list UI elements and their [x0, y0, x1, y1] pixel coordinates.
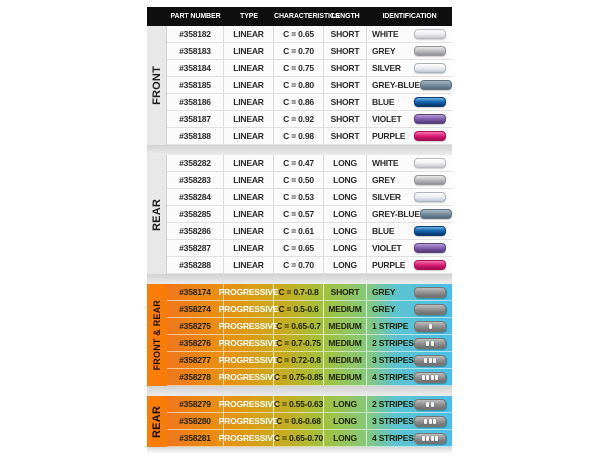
spring-capsule-icon	[414, 338, 446, 349]
identification-label: GREY	[372, 175, 396, 185]
column-header: TYPE	[240, 13, 258, 20]
section-gap	[147, 386, 452, 396]
spring-capsule-icon	[414, 416, 446, 427]
identification-label: GREY	[372, 46, 396, 56]
spring-capsule-icon	[414, 192, 446, 202]
spring-capsule-icon	[414, 355, 446, 366]
spring-type: LINEAR	[224, 60, 274, 76]
section-label-text: REAR	[151, 405, 163, 438]
characteristics-value: C = 0.72-0.8	[274, 352, 324, 368]
part-number: #358281	[167, 430, 224, 446]
spring-capsule-icon	[414, 243, 446, 253]
identification-cell	[367, 318, 452, 334]
length-value: SHORT	[324, 60, 367, 76]
identification-label: 2 STRIPES	[372, 338, 414, 348]
capsule-stripe	[424, 358, 427, 363]
spring-spec-table	[147, 7, 452, 454]
spring-capsule-icon	[414, 304, 446, 315]
identification-cell	[367, 155, 452, 171]
spring-capsule-icon	[414, 158, 446, 168]
length-value: SHORT	[324, 77, 367, 93]
characteristics-value: C = 0.61	[274, 223, 324, 239]
table-row	[167, 77, 452, 94]
capsule-stripe	[433, 419, 436, 424]
length-value: SHORT	[324, 26, 367, 42]
identification-cell	[367, 335, 452, 351]
length-value: SHORT	[324, 284, 367, 300]
characteristics-value: C = 0.65-0.70	[274, 430, 324, 446]
spring-capsule-icon	[414, 175, 446, 185]
spring-type: LINEAR	[224, 206, 274, 222]
characteristics-value: C = 0.70	[274, 257, 324, 273]
identification-cell	[367, 257, 452, 273]
characteristics-value: C = 0.6-0.68	[274, 413, 324, 429]
spring-capsule-icon	[414, 63, 446, 73]
characteristics-value: C = 0.70	[274, 43, 324, 59]
part-number: #358274	[167, 301, 224, 317]
section-rear	[147, 155, 452, 274]
section-gap	[147, 274, 452, 284]
length-value: LONG	[324, 257, 367, 273]
column-header: LENGTH	[331, 13, 360, 20]
spring-capsule-icon	[414, 29, 446, 39]
part-number: #358182	[167, 26, 224, 42]
identification-label: GREY-BLUE	[372, 209, 420, 219]
capsule-stripe	[424, 419, 427, 424]
length-value: MEDIUM	[324, 369, 367, 385]
identification-cell	[367, 352, 452, 368]
length-value: LONG	[324, 430, 367, 446]
spring-capsule-icon	[414, 114, 446, 124]
part-number: #358275	[167, 318, 224, 334]
capsule-stripe	[431, 341, 434, 346]
length-value: SHORT	[324, 128, 367, 144]
identification-label: 2 STRIPES	[372, 399, 414, 409]
characteristics-value: C = 0.53	[274, 189, 324, 205]
spring-capsule-icon	[420, 80, 452, 90]
identification-cell	[367, 430, 452, 446]
spring-type: PROGRESSIVE	[224, 335, 274, 351]
section-front-rear	[147, 284, 452, 386]
identification-label: 3 STRIPES	[372, 416, 414, 426]
capsule-stripe	[433, 358, 436, 363]
spring-type: PROGRESSIVE	[224, 318, 274, 334]
part-number: #358174	[167, 284, 224, 300]
part-number: #358282	[167, 155, 224, 171]
section-side-label	[147, 26, 167, 145]
capsule-stripe	[422, 436, 425, 441]
column-header: CHARACTERISTICS	[274, 13, 340, 20]
identification-label: 4 STRIPES	[372, 433, 414, 443]
identification-label: 3 STRIPES	[372, 355, 414, 365]
table-row	[167, 43, 452, 60]
section-side-label	[147, 396, 167, 447]
length-value: LONG	[324, 396, 367, 412]
length-value: SHORT	[324, 43, 367, 59]
table-row	[167, 430, 452, 447]
spring-type: LINEAR	[224, 189, 274, 205]
table-row	[167, 352, 452, 369]
characteristics-value: C = 0.75	[274, 60, 324, 76]
capsule-stripe	[426, 436, 429, 441]
length-value: SHORT	[324, 111, 367, 127]
identification-cell	[367, 240, 452, 256]
table-row	[167, 189, 452, 206]
capsule-stripe	[426, 402, 429, 407]
table-row	[167, 223, 452, 240]
table-row	[167, 318, 452, 335]
identification-cell	[367, 413, 452, 429]
characteristics-value: C = 0.55-0.63	[274, 396, 324, 412]
identification-cell	[367, 301, 452, 317]
section-label-text: REAR	[150, 198, 163, 231]
spring-type: PROGRESSIVE	[224, 430, 274, 446]
spring-capsule-icon	[414, 399, 446, 410]
identification-label: SILVER	[372, 192, 401, 202]
part-number: #358185	[167, 77, 224, 93]
spring-capsule-icon	[414, 433, 446, 444]
spring-type: LINEAR	[224, 257, 274, 273]
spring-capsule-icon	[414, 372, 446, 383]
identification-label: GREY-BLUE	[372, 80, 420, 90]
length-value: LONG	[324, 172, 367, 188]
section-rear-progressive	[147, 396, 452, 447]
identification-label: VIOLET	[372, 243, 402, 253]
identification-label: BLUE	[372, 226, 395, 236]
identification-label: VIOLET	[372, 114, 402, 124]
spring-type: LINEAR	[224, 77, 274, 93]
capsule-stripe	[426, 375, 429, 380]
identification-cell	[367, 26, 452, 42]
section-label-text: FRONT & REAR	[152, 299, 162, 371]
table-row	[167, 335, 452, 352]
table-row	[167, 284, 452, 301]
table-row	[167, 301, 452, 318]
spring-type: PROGRESSIVE	[224, 284, 274, 300]
identification-cell	[367, 369, 452, 385]
part-number: #358186	[167, 94, 224, 110]
capsule-stripe	[422, 375, 425, 380]
table-row	[167, 257, 452, 274]
table-row	[167, 60, 452, 77]
spring-type: LINEAR	[224, 26, 274, 42]
column-header: PART NUMBER	[170, 13, 221, 20]
part-number: #358278	[167, 369, 224, 385]
part-number: #358188	[167, 128, 224, 144]
capsule-stripe	[431, 375, 434, 380]
part-number: #358283	[167, 172, 224, 188]
table-row	[167, 206, 452, 223]
characteristics-value: C = 0.92	[274, 111, 324, 127]
capsule-stripe	[435, 375, 438, 380]
spring-type: LINEAR	[224, 111, 274, 127]
characteristics-value: C = 0.7-0.75	[274, 335, 324, 351]
spring-type: LINEAR	[224, 240, 274, 256]
spring-type: LINEAR	[224, 223, 274, 239]
spring-type: PROGRESSIVE	[224, 301, 274, 317]
identification-cell	[367, 206, 452, 222]
length-value: LONG	[324, 155, 367, 171]
length-value: LONG	[324, 240, 367, 256]
identification-label: 1 STRIPE	[372, 321, 409, 331]
length-value: LONG	[324, 189, 367, 205]
characteristics-value: C = 0.50	[274, 172, 324, 188]
capsule-stripe	[435, 436, 438, 441]
part-number: #358287	[167, 240, 224, 256]
table-row	[167, 155, 452, 172]
characteristics-value: C = 0.57	[274, 206, 324, 222]
length-value: MEDIUM	[324, 352, 367, 368]
identification-cell	[367, 128, 452, 144]
spring-type: LINEAR	[224, 172, 274, 188]
table-row	[167, 172, 452, 189]
table-row	[167, 369, 452, 386]
identification-label: WHITE	[372, 29, 399, 39]
capsule-stripe	[431, 402, 434, 407]
spring-capsule-icon	[414, 287, 446, 298]
spring-type: PROGRESSIVE	[224, 369, 274, 385]
length-value: MEDIUM	[324, 301, 367, 317]
length-value: MEDIUM	[324, 335, 367, 351]
spring-type: PROGRESSIVE	[224, 352, 274, 368]
part-number: #358276	[167, 335, 224, 351]
spring-type: LINEAR	[224, 128, 274, 144]
capsule-stripe	[429, 358, 432, 363]
characteristics-value: C = 0.65-0.7	[274, 318, 324, 334]
part-number: #358285	[167, 206, 224, 222]
table-sections	[147, 26, 452, 447]
section-side-label	[147, 284, 167, 386]
spring-capsule-icon	[414, 46, 446, 56]
spring-type: LINEAR	[224, 43, 274, 59]
identification-cell	[367, 111, 452, 127]
table-row	[167, 94, 452, 111]
part-number: #358280	[167, 413, 224, 429]
characteristics-value: C = 0.98	[274, 128, 324, 144]
spring-capsule-icon	[414, 131, 446, 141]
identification-label: SILVER	[372, 63, 401, 73]
part-number: #358284	[167, 189, 224, 205]
capsule-stripe	[426, 341, 429, 346]
identification-cell	[367, 94, 452, 110]
table-row	[167, 26, 452, 43]
part-number: #358279	[167, 396, 224, 412]
spring-type: PROGRESSIVE	[224, 413, 274, 429]
section-gap	[147, 145, 452, 155]
table-row	[167, 128, 452, 145]
characteristics-value: C = 0.65	[274, 26, 324, 42]
characteristics-value: C = 0.65	[274, 240, 324, 256]
table-header	[147, 7, 452, 26]
capsule-stripe	[431, 436, 434, 441]
identification-cell	[367, 284, 452, 300]
identification-label: 4 STRIPES	[372, 372, 414, 382]
length-value: MEDIUM	[324, 318, 367, 334]
part-number: #358288	[167, 257, 224, 273]
capsule-stripe	[429, 419, 432, 424]
table-row	[167, 111, 452, 128]
capsule-stripe	[429, 324, 432, 329]
characteristics-value: C = 0.7-0.8	[274, 284, 324, 300]
length-value: LONG	[324, 223, 367, 239]
section-front	[147, 26, 452, 145]
spring-capsule-icon	[414, 260, 446, 270]
part-number: #358286	[167, 223, 224, 239]
characteristics-value: C = 0.75-0.85	[274, 369, 324, 385]
length-value: LONG	[324, 413, 367, 429]
identification-cell	[367, 223, 452, 239]
section-side-label	[147, 155, 167, 274]
identification-label: GREY	[372, 304, 396, 314]
identification-cell	[367, 172, 452, 188]
spring-type: LINEAR	[224, 155, 274, 171]
section-label-text: FRONT	[150, 66, 163, 105]
table-row	[167, 413, 452, 430]
characteristics-value: C = 0.86	[274, 94, 324, 110]
characteristics-value: C = 0.5-0.6	[274, 301, 324, 317]
spring-capsule-icon	[414, 97, 446, 107]
identification-cell	[367, 396, 452, 412]
identification-label: PURPLE	[372, 260, 406, 270]
identification-label: WHITE	[372, 158, 399, 168]
identification-cell	[367, 189, 452, 205]
identification-label: BLUE	[372, 97, 395, 107]
spring-capsule-icon	[414, 226, 446, 236]
identification-cell	[367, 77, 452, 93]
length-value: LONG	[324, 206, 367, 222]
characteristics-value: C = 0.47	[274, 155, 324, 171]
length-value: SHORT	[324, 94, 367, 110]
identification-cell	[367, 43, 452, 59]
spring-capsule-icon	[420, 209, 452, 219]
identification-label: PURPLE	[372, 131, 406, 141]
table-row	[167, 240, 452, 257]
identification-label: GREY	[372, 287, 396, 297]
identification-cell	[367, 60, 452, 76]
characteristics-value: C = 0.80	[274, 77, 324, 93]
table-row	[167, 396, 452, 413]
part-number: #358183	[167, 43, 224, 59]
spring-capsule-icon	[414, 321, 446, 332]
part-number: #358277	[167, 352, 224, 368]
spring-type: PROGRESSIVE	[224, 396, 274, 412]
table-bottom-shadow	[147, 447, 452, 454]
column-header: IDENTIFICATION	[382, 13, 437, 20]
spring-type: LINEAR	[224, 94, 274, 110]
part-number: #358187	[167, 111, 224, 127]
part-number: #358184	[167, 60, 224, 76]
